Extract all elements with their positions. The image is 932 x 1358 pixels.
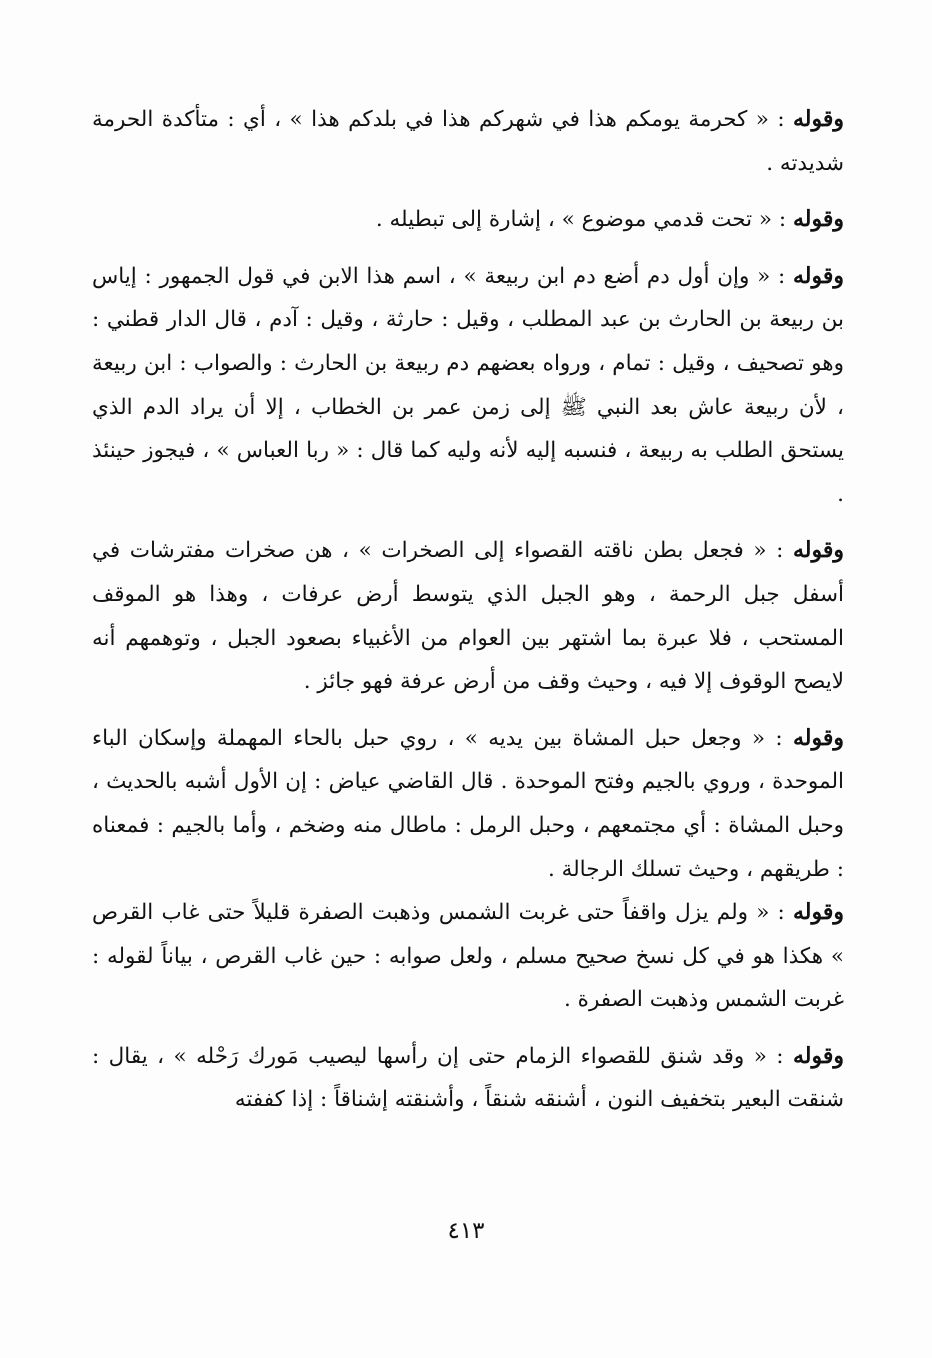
keyword-3: وقوله xyxy=(792,262,844,289)
page-number: ٤١٣ xyxy=(447,1218,485,1244)
keyword-5: وقوله xyxy=(792,724,844,751)
paragraph-5 xyxy=(92,717,844,891)
paragraph-1 xyxy=(92,98,844,185)
keyword-6: وقوله xyxy=(792,899,844,926)
body-text xyxy=(92,98,844,1135)
keyword-7: وقوله xyxy=(792,1042,844,1069)
paragraph-7-text: : « وقد شنق للقصواء الزمام حتى إن رأسها ليصيب مَورك رَحْله » ، يقال : شنقت البعير بتخفيف النون ، أشنقه شنقاً ، وأشنقته إشناقاً : إذا كففته xyxy=(92,1043,844,1113)
keyword-4: وقوله xyxy=(792,537,844,564)
paragraph-1-text: : « كحرمة يومكم هذا في شهركم هذا في بلدكم هذا » ، أي : متأكدة الحرمة شديدته . xyxy=(92,107,844,176)
paragraph-2-text: : « تحت قدمي موضوع » ، إشارة إلى تبطيله . xyxy=(375,207,793,233)
paragraph-7 xyxy=(92,1035,844,1122)
keyword-2: وقوله xyxy=(792,206,844,233)
paragraph-6 xyxy=(92,891,844,1022)
paragraph-4-text: : « فجعل بطن ناقته القصواء إلى الصخرات » ، هن صخرات مفترشات في أسفل جبل الرحمة ، وهو الجبل الذي يتوسط أرض عرفات ، وهذا هو الموقف المستحب ، فلا عبرة بما اشتهر بين العوام من الأغبياء بصعود الجبل ، وتوهمهم أنه لايصح الوقوف إلا فيه ، وحيث وقف من أرض عرفة فهو جائز . xyxy=(92,538,844,695)
paragraph-6-text: : « ولم يزل واقفاً حتى غربت الشمس وذهبت الصفرة قليلاً حتى غاب القرص » هكذا هو في كل نسخ صحيح مسلم ، ولعل صوابه : حين غاب القرص ، بياناً لقوله : غربت الشمس وذهبت الصفرة . xyxy=(92,900,844,1013)
paragraph-3-text: : « وإن أول دم أضع دم ابن ربيعة » ، اسم هذا الابن في قول الجمهور : إياس بن ربيعة بن الحارث بن عبد المطلب ، وقيل : حارثة ، وقيل : آدم ، قال الدار قطني : وهو تصحيف ، وقيل : تمام ، ورواه بعضهم دم ربيعة بن الحارث : والصواب : ابن ربيعة ، لأن ربيعة عاش بعد النبي ﷺ إلى زمن عمر بن الخطاب ، إلا أن يراد الدم الذي يستحق الطلب به ربيعة ، فنسبه إليه لأنه وليه كما قال : « ربا العباس » ، فيجوز حينئذ . xyxy=(92,263,844,507)
paragraph-2 xyxy=(92,198,844,242)
keyword-1: وقوله xyxy=(792,106,844,132)
paragraph-3 xyxy=(92,255,844,517)
paragraph-5-text: : « وجعل حبل المشاة بين يديه » ، روي حبل بالحاء المهملة وإسكان الباء الموحدة ، وروي بالجيم وفتح الموحدة . قال القاضي عياض : إن الأول أشبه بالحديث ، وحبل المشاة : أي مجتمعهم ، وحبل الرمل : ماطال منه وضخم ، وأما بالجيم : فمعناه : طريقهم ، وحيث تسلك الرجالة . xyxy=(92,725,844,882)
paragraph-4 xyxy=(92,529,844,703)
